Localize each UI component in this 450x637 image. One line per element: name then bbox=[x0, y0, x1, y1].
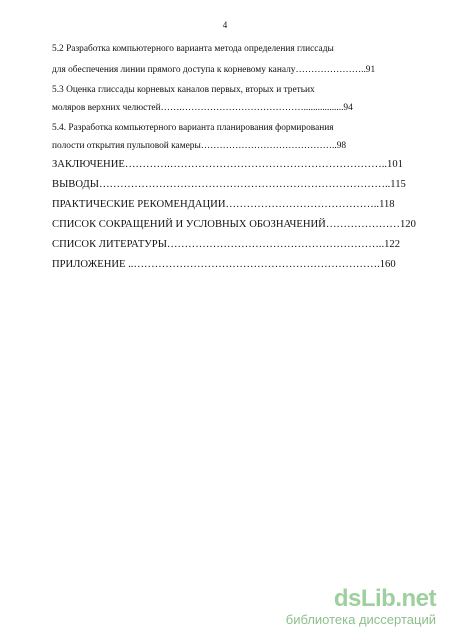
page-number: 4 bbox=[222, 20, 228, 30]
toc-line-5-4: 5.4. Разработка компьютерного варианта планирования формирования bbox=[52, 123, 334, 133]
toc-line-5-3-cont: моляров верхних челюстей…….………………………………….................94 bbox=[52, 103, 353, 113]
watermark bbox=[286, 587, 436, 627]
toc-line-recommendations: ПРАКТИЧЕСКИЕ РЕКОМЕНДАЦИИ……………………………………..118 bbox=[52, 199, 395, 210]
toc-line-5-2-cont: для обеспечения линии прямого доступа к корневому каналу…………………..91 bbox=[52, 65, 376, 75]
toc-line-appendix: ПРИЛОЖЕНИЕ ..…………………………………………………………….160 bbox=[52, 259, 396, 270]
toc-line-conclusion: ЗАКЛЮЧЕНИЕ………….……………………………………………………..101 bbox=[52, 159, 403, 170]
toc-line-5-2: 5.2 Разработка компьютерного варианта метода определения глиссады bbox=[52, 44, 334, 54]
toc-line-5-3: 5.3 Оценка глиссады корневых каналов первых, вторых и третьих bbox=[52, 85, 315, 95]
watermark-subtitle: библиотека диссертаций bbox=[285, 612, 436, 627]
toc-line-references: СПИСОК ЛИТЕРАТУРЫ……………………………………………………..122 bbox=[52, 239, 400, 250]
watermark-logo: dsLib.net bbox=[333, 585, 436, 612]
toc-line-5-4-cont: полости открытия пульповой камеры……………………………………..98 bbox=[52, 141, 347, 151]
toc-line-findings: ВЫВОДЫ………………………………………………………………………..115 bbox=[52, 179, 406, 190]
toc-line-abbreviations: СПИСОК СОКРАЩЕНИЙ И УСЛОВНЫХ ОБОЗНАЧЕНИЙ…………………120 bbox=[52, 219, 416, 230]
